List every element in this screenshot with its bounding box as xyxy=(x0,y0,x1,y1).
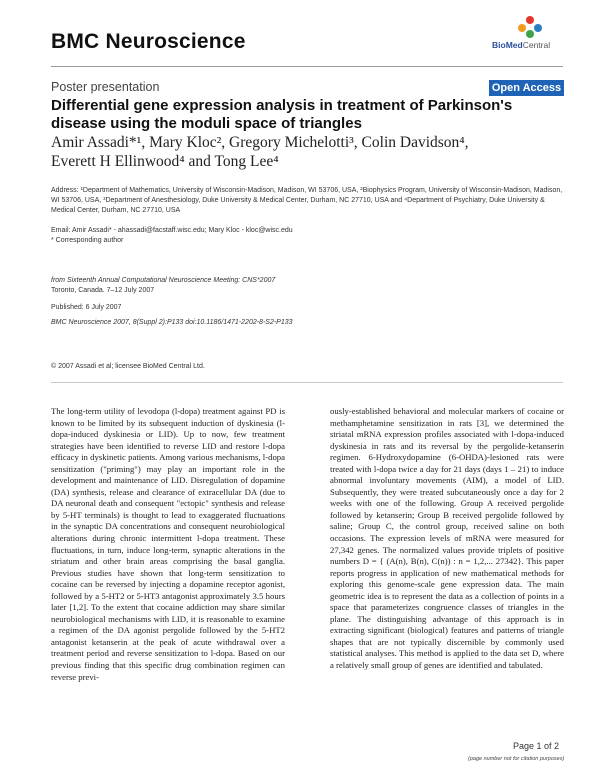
corresponding-author-note: * Corresponding author xyxy=(51,237,124,244)
email-line[interactable]: Email: Amir Assadi* - ahassadi@facstaff.wisc.edu; Mary Kloc - kloc@wisc.edu xyxy=(51,227,293,234)
article-type: Poster presentation xyxy=(51,80,160,94)
affiliations: Address: ¹Department of Mathematics, University of Wisconsin-Madison, Madison, WI 53706, USA, ²Biophysics Program, University of Wisconsin-Madison, Madison, WI 53706, USA, ³Department of Anesthesiology, Duke University & Medical Center, Durham, NC 27710, USA and ⁴Department of Psychiatry, Duke University & Medical Center, Durham, NC 27710, USA xyxy=(51,187,563,214)
publisher-wordmark-rest: Central xyxy=(522,40,551,50)
author-list xyxy=(51,134,561,171)
page-number-note: (page number not for citation purposes) xyxy=(468,756,565,762)
body-column-right: ously-established behavioral and molecular markers of cocaine or methamphetamine sensitization in rats [3], we determined the striatal mRNA expression profiles associated with l-dopa-induced dyskinesia in rats and its reversal by the pergolide-ketanserin regimen. 6-Hydroxydopamine (6-OHDA)-lesioned rats were treated with l-dopa twice a day for 21 days (days 1 – 21) to induce abnormal involuntary movements (AIM), a model of LID. Subsequently, they were treated subcutaneously once a day for 2 weeks with one of the following. Group A received pergolide followed by ketanserin; Group B received pergolide followed by saline; Group C, the control group, received saline on both occasions. The expression levels of mRNA were measured for 27,342 genes. The normalized values provide triplets of positive numbers D = { (A(n), B(n), C(n)) : n = 1,2,... 27342}. This paper reports progress in application of new mathematical methods for exploring this genome-scale gene expression data. The main geometric idea is to represent the data as a collection of points in a space that parameterizes congruence classes of triangles in the plane. The distinguishing advantage of this approach is in extracting significant (biological) features and patterns of triangle shapes that are not typically discernible by commonly used statistical analyses. This method is applied to the data set D, where a relatively small group of genes are identified and tabulated. xyxy=(330,406,564,671)
body-column-left: The long-term utility of levodopa (l-dopa) treatment against PD is known to be limited by its subsequent induction of dyskinesia (l-dopa-induced dyskinesia or LID). Up to now, few treatment strategies have been identified to reverse LID and restore l-dopa efficacy in dyskinetic patients. Among various mechanisms, l-dopa sensitization ("priming") may play an important role in the development and maintenance of LID. Disregulation of dopamine (DA) synthesis, release and clearance of extracellular DA (due to DA neuronal death and consequent "ectopic" synthesis and release by 5-HT terminals) is thought to lead to exaggerated fluctuations in the synaptic DA concentrations and consequent neurobiological alterations during chronic intermittent l-dopa treatment. These fluctuations, in turn, induce long-term, synaptic alterations in the striatum and other brain areas comprising the basal ganglia. Previous studies have shown that long-term sensitization to cocaine can be reversed by injecting a dopamine receptor agonist, followed by a 5-HT2 or 5-HT3 antagonist approximately 3.5 hours later [1,2]. To the extent that cocaine addiction may share similar neurobiological mechanisms with LID, it is reasonable to examine a regimen of the DA agonist pergolide followed by the 5-HT2 antagonist ketanserin at the peak of acute withdrawal over a treatment period and reverse sensitization to l-dopa. Based on our previous finding that this specific drug combination regimen can reverse previ- xyxy=(51,406,285,682)
conference-source-line-2: Toronto, Canada. 7–12 July 2007 xyxy=(51,287,155,294)
conference-source xyxy=(51,276,566,296)
logo-dot-green xyxy=(526,30,534,38)
article-title: Differential gene expression analysis in treatment of Parkinson's disease using the moduli space of triangles xyxy=(51,97,513,132)
biomed-central-logo[interactable] xyxy=(492,16,564,56)
page-number: Page 1 of 2 xyxy=(513,741,560,751)
authors-line-1: Amir Assadi*¹, Mary Kloc², Gregory Michelotti³, Colin Davidson⁴, xyxy=(51,134,469,151)
published-date: Published: 6 July 2007 xyxy=(51,304,122,311)
open-access-badge[interactable]: Open Access xyxy=(489,80,564,96)
biomed-central-logo-icon xyxy=(518,16,542,38)
header-divider xyxy=(51,66,563,67)
copyright-divider xyxy=(51,382,563,383)
journal-name: BMC Neuroscience xyxy=(51,30,246,53)
logo-dot-red xyxy=(526,16,534,24)
copyright-notice: © 2007 Assadi et al; licensee BioMed Central Ltd. xyxy=(51,363,205,370)
publisher-wordmark xyxy=(492,40,572,50)
citation-doi[interactable]: BMC Neuroscience 2007, 8(Suppl 2):P133 doi:10.1186/1471-2202-8-S2-P133 xyxy=(51,319,293,326)
publisher-wordmark-bold: BioMed xyxy=(492,40,523,50)
conference-source-line-1: from Sixteenth Annual Computational Neuroscience Meeting: CNS*2007 xyxy=(51,277,276,284)
authors-line-2: Everett H Ellinwood⁴ and Tong Lee⁴ xyxy=(51,152,279,170)
logo-dot-blue xyxy=(534,24,542,32)
logo-dot-orange xyxy=(518,24,526,32)
